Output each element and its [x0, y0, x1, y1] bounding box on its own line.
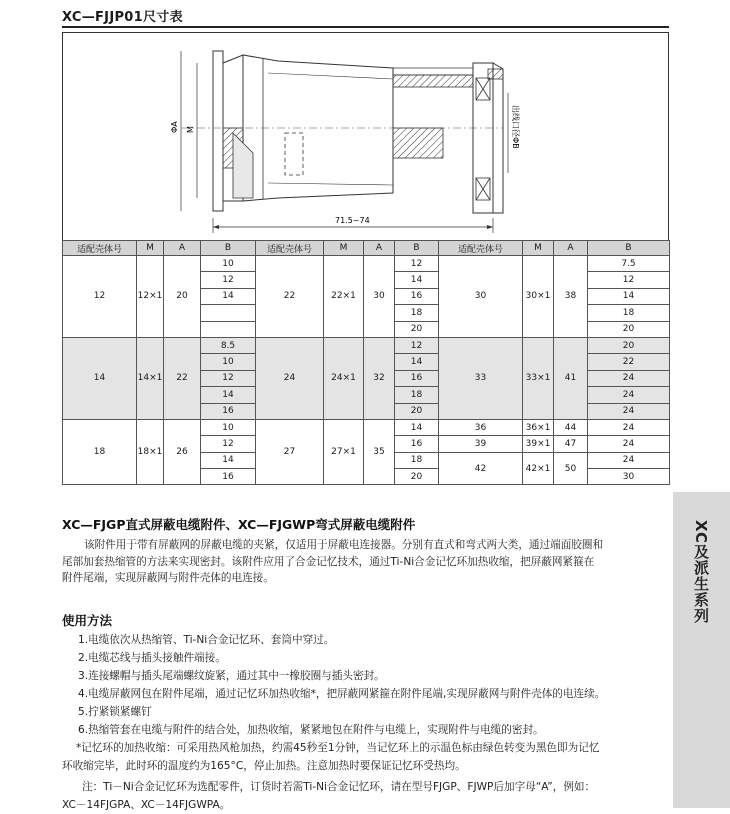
- m-cell: 33×1: [523, 337, 554, 419]
- b-cell: 14: [395, 419, 439, 435]
- order-note: 注：Ti－Ni合金记忆环为选配零件，订货时若需Ti-Ni合金记忆环，请在型号FJGP、FJWP后加字母“A”，例如：: [82, 781, 596, 793]
- shell-cell: 39: [439, 436, 523, 452]
- technical-drawing: [62, 32, 669, 240]
- header-m-1: M: [137, 241, 164, 256]
- section-description: [62, 537, 672, 587]
- usage-step: 2.电缆芯线与插头接触件端接。: [78, 652, 226, 664]
- label-outlet-diameter: 出线口径ΦB: [511, 105, 520, 149]
- table-row: [63, 337, 670, 353]
- b-cell: 16: [395, 436, 439, 452]
- b-cell: 14: [395, 354, 439, 370]
- page-title: XC—FJJP01尺寸表: [62, 10, 183, 25]
- shell-cell: 27: [256, 419, 324, 485]
- b-cell: 24: [588, 436, 670, 452]
- m-cell: 18×1: [137, 419, 164, 485]
- m-cell: 30×1: [523, 256, 554, 338]
- header-m-3: M: [523, 241, 554, 256]
- header-b-3: B: [588, 241, 670, 256]
- shell-cell: 33: [439, 337, 523, 419]
- header-shell-2: 适配壳体号: [256, 241, 324, 256]
- usage-step: 5.拧紧锁紧螺钉: [78, 706, 152, 718]
- order-note: XC－14FJGPA、XC－14FJGWPA。: [62, 799, 231, 811]
- m-cell: 39×1: [523, 436, 554, 452]
- usage-note: *记忆环的加热收缩：可采用热风枪加热，约需45秒至1分钟，当记忆环上的示温色标由绿色转变为黑色即为记忆: [76, 742, 600, 754]
- b-cell: 16: [201, 403, 256, 419]
- b-cell: 12: [395, 337, 439, 353]
- b-cell: 30: [588, 469, 670, 485]
- b-cell: [201, 305, 256, 321]
- a-cell: 30: [364, 256, 395, 338]
- b-cell: 20: [395, 403, 439, 419]
- left-flange: [213, 51, 223, 211]
- usage-step: 4.电缆屏蔽网包在附件尾端，通过记忆环加热收缩*，把屏蔽网紧箍在附件尾端,实现屏蔽网与附件壳体的电连续。: [78, 688, 606, 700]
- b-cell: 12: [201, 272, 256, 288]
- header-m-2: M: [324, 241, 364, 256]
- a-cell: 41: [554, 337, 588, 419]
- table-header-row: [63, 241, 670, 256]
- b-cell: 18: [395, 452, 439, 468]
- inner-hatch: [393, 128, 443, 158]
- a-cell: 26: [164, 419, 201, 485]
- section-heading: XC—FJGP直式屏蔽电缆附件、XC—FJGWP弯式屏蔽电缆附件: [62, 517, 416, 532]
- b-cell: 24: [588, 452, 670, 468]
- usage-step: 6.热缩管套在电缆与附件的结合处，加热收缩，紧紧地包在附件与电缆上，实现附件与电缆的密封。: [78, 724, 544, 736]
- label-length: 71.5~74: [335, 216, 370, 225]
- title-rule: [62, 26, 669, 28]
- header-a-1: A: [164, 241, 201, 256]
- a-cell: 22: [164, 337, 201, 419]
- b-cell: 14: [201, 452, 256, 468]
- b-cell: 24: [588, 419, 670, 435]
- shell-cell: 30: [439, 256, 523, 338]
- b-cell: 16: [395, 370, 439, 386]
- b-cell: 16: [395, 288, 439, 304]
- b-cell: 12: [201, 370, 256, 386]
- b-cell: 18: [395, 305, 439, 321]
- upper-hatch: [393, 75, 473, 87]
- a-cell: 47: [554, 436, 588, 452]
- usage-step: 1.电缆依次从热缩管、Ti-Ni合金记忆环、套筒中穿过。: [78, 634, 335, 646]
- usage-step: 3.连接螺帽与插头尾端螺纹旋紧，通过其中一橡胶圈与插头密封。: [78, 670, 385, 682]
- header-b-2: B: [395, 241, 439, 256]
- usage-note: 环收缩完毕，此时环的温度约为165°C，停止加热。注意加热时要保证记忆环受热均。: [62, 760, 466, 772]
- m-cell: 42×1: [523, 452, 554, 485]
- desc-line: 尾部加套热缩管的方法来实现密封。该附件应用了合金记忆技术，通过Ti-Ni合金记忆环加热收缩，把屏蔽网紧箍在: [62, 555, 595, 568]
- usage-heading: 使用方法: [62, 613, 113, 628]
- b-cell: 12: [201, 436, 256, 452]
- b-cell: 10: [201, 354, 256, 370]
- shell-cell: 14: [63, 337, 137, 419]
- b-cell: 12: [395, 256, 439, 272]
- shell-cell: 12: [63, 256, 137, 338]
- usage-steps: [62, 632, 678, 812]
- m-cell: 24×1: [324, 337, 364, 419]
- b-cell: 14: [395, 272, 439, 288]
- label-phiA: ΦA: [170, 121, 179, 133]
- b-cell: 10: [201, 419, 256, 435]
- header-a-2: A: [364, 241, 395, 256]
- b-cell: 24: [588, 387, 670, 403]
- m-cell: 27×1: [324, 419, 364, 485]
- dimension-table: [62, 240, 670, 485]
- b-cell: 8.5: [201, 337, 256, 353]
- b-cell: 22: [588, 354, 670, 370]
- b-cell: 7.5: [588, 256, 670, 272]
- shell-cell: 24: [256, 337, 324, 419]
- desc-line: 该附件用于带有屏蔽网的屏蔽电缆的夹紧，仅适用于屏蔽电连接器。分别有直式和弯式两大类，通过端面胶圈和: [84, 539, 604, 551]
- b-cell: 14: [201, 288, 256, 304]
- b-cell: 20: [588, 337, 670, 353]
- a-cell: 35: [364, 419, 395, 485]
- m-cell: 22×1: [324, 256, 364, 338]
- m-cell: 36×1: [523, 419, 554, 435]
- a-cell: 50: [554, 452, 588, 485]
- label-M: M: [186, 126, 195, 133]
- header-shell-1: 适配壳体号: [63, 241, 137, 256]
- b-cell: 20: [395, 469, 439, 485]
- a-cell: 32: [364, 337, 395, 419]
- b-cell: 16: [201, 469, 256, 485]
- side-tab-label: XC及派生系列: [692, 520, 710, 625]
- b-cell: 20: [395, 321, 439, 337]
- b-cell: 24: [588, 403, 670, 419]
- b-cell: 18: [588, 305, 670, 321]
- b-cell: 24: [588, 370, 670, 386]
- side-series-tab: [673, 492, 730, 808]
- b-cell: [201, 321, 256, 337]
- b-cell: 14: [201, 387, 256, 403]
- b-cell: 14: [588, 288, 670, 304]
- a-cell: 38: [554, 256, 588, 338]
- b-cell: 18: [395, 387, 439, 403]
- m-cell: 14×1: [137, 337, 164, 419]
- m-cell: 12×1: [137, 256, 164, 338]
- b-cell: 10: [201, 256, 256, 272]
- a-cell: 20: [164, 256, 201, 338]
- header-shell-3: 适配壳体号: [439, 241, 523, 256]
- shell-cell: 18: [63, 419, 137, 485]
- table-row: [63, 419, 670, 435]
- header-b-1: B: [201, 241, 256, 256]
- desc-line: 附件尾端，实现屏蔽网与附件壳体的电连接。: [62, 572, 274, 584]
- header-a-3: A: [554, 241, 588, 256]
- b-cell: 12: [588, 272, 670, 288]
- shell-cell: 22: [256, 256, 324, 338]
- a-cell: 44: [554, 419, 588, 435]
- shell-cell: 36: [439, 419, 523, 435]
- shell-cell: 42: [439, 452, 523, 485]
- b-cell: 20: [588, 321, 670, 337]
- table-row: [63, 256, 670, 272]
- connector-drawing-svg: [63, 33, 670, 241]
